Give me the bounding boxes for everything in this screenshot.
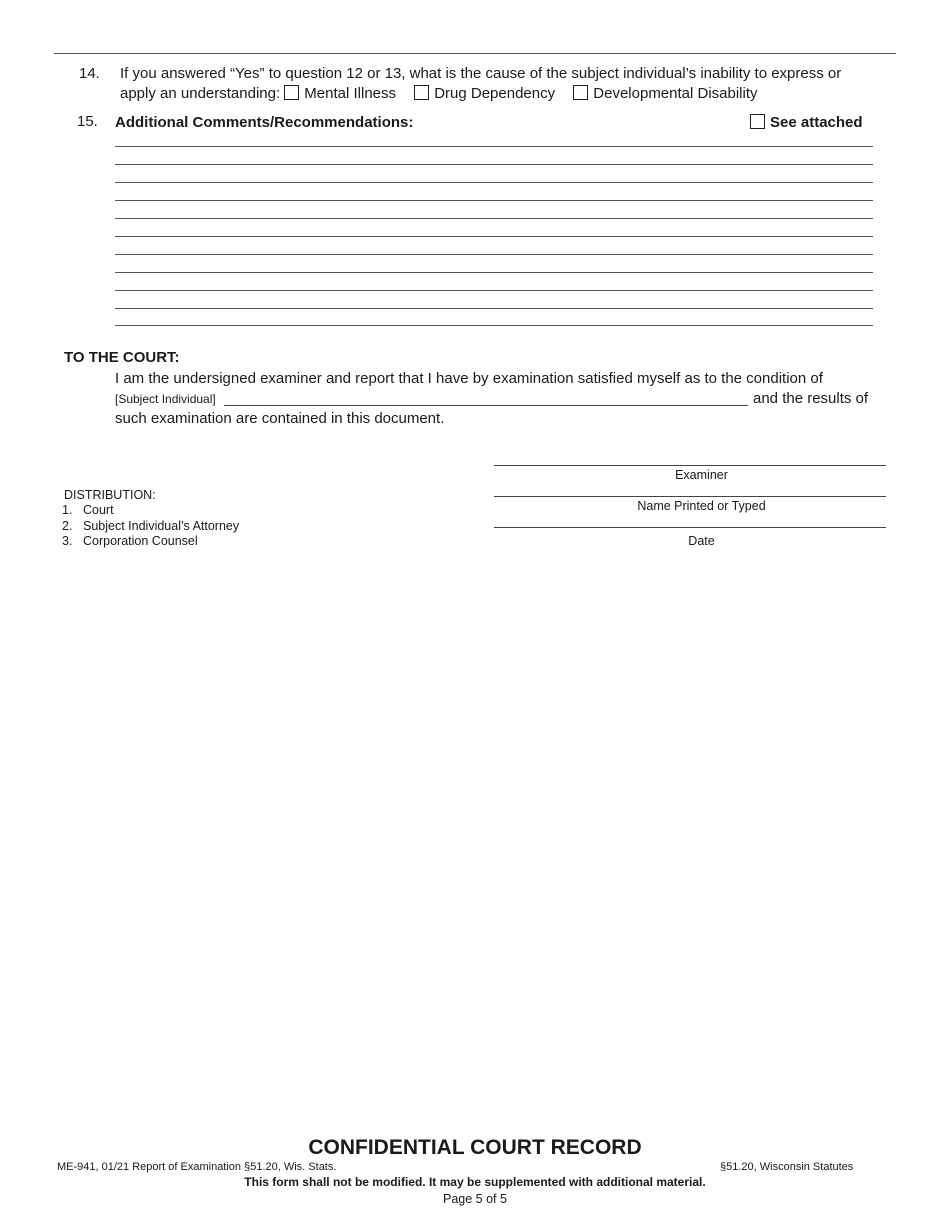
question-15-number: 15. — [77, 113, 98, 130]
date-line[interactable] — [494, 527, 886, 528]
name-printed-label: Name Printed or Typed — [637, 499, 766, 513]
checkbox-mental-illness[interactable] — [284, 85, 299, 100]
court-heading: TO THE COURT: — [64, 349, 180, 366]
option-developmental-disability[interactable]: Developmental Disability — [573, 85, 757, 102]
distribution-list — [62, 503, 239, 550]
question-15-label: Additional Comments/Recommendations: — [115, 114, 414, 131]
comment-line[interactable] — [115, 308, 873, 309]
confidential-record-title: CONFIDENTIAL COURT RECORD — [308, 1136, 642, 1159]
court-statement-line-2-tail: and the results of — [753, 390, 869, 407]
list-item: 2. Subject Individual’s Attorney — [62, 518, 240, 533]
comment-line[interactable] — [115, 146, 873, 147]
list-item: 1. Court — [62, 503, 114, 517]
checkbox-drug-dependency[interactable] — [414, 85, 429, 100]
examiner-label: Examiner — [675, 468, 728, 482]
question-14-number: 14. — [79, 65, 100, 82]
comment-line[interactable] — [115, 254, 873, 255]
see-attached-option[interactable]: See attached — [750, 113, 863, 133]
comment-line[interactable] — [115, 290, 873, 291]
examiner-signature-line[interactable] — [494, 465, 886, 466]
distribution-heading: DISTRIBUTION: — [64, 488, 156, 502]
subject-individual-field[interactable] — [224, 405, 748, 406]
name-printed-line[interactable] — [494, 496, 886, 497]
option-drug-dependency[interactable]: Drug Dependency — [414, 85, 555, 102]
court-statement-line-1: I am the undersigned examiner and report that I have by examination satisfied myself as to the condition of — [115, 370, 823, 387]
statute-reference: §51.20, Wisconsin Statutes — [720, 1161, 854, 1173]
comment-line[interactable] — [115, 182, 873, 183]
form-id: ME-941, 01/21 Report of Examination §51.20, Wis. Stats. — [57, 1161, 337, 1173]
checkbox-see-attached[interactable] — [750, 114, 765, 129]
page-number: Page 5 of 5 — [443, 1192, 507, 1206]
comment-line[interactable] — [115, 200, 873, 201]
court-statement-line-3: such examination are contained in this document. — [115, 410, 445, 427]
date-label: Date — [688, 534, 715, 548]
comment-line[interactable] — [115, 218, 873, 219]
subject-individual-label: [Subject Individual] — [115, 392, 216, 406]
top-rule — [54, 53, 896, 54]
checkbox-developmental-disability[interactable] — [573, 85, 588, 100]
comment-line[interactable] — [115, 236, 873, 237]
comment-line[interactable] — [115, 164, 873, 165]
comment-line[interactable] — [115, 272, 873, 273]
form-notice: This form shall not be modified. It may be supplemented with additional material. — [244, 1175, 706, 1189]
comment-line[interactable] — [115, 325, 873, 326]
question-14-text: If you answered “Yes” to question 12 or 13, what is the cause of the subject individual’s inability to express or apply an understanding: — [120, 65, 842, 102]
list-item: 3. Corporation Counsel — [62, 534, 198, 548]
question-14 — [120, 64, 880, 104]
option-mental-illness[interactable]: Mental Illness — [284, 85, 396, 102]
